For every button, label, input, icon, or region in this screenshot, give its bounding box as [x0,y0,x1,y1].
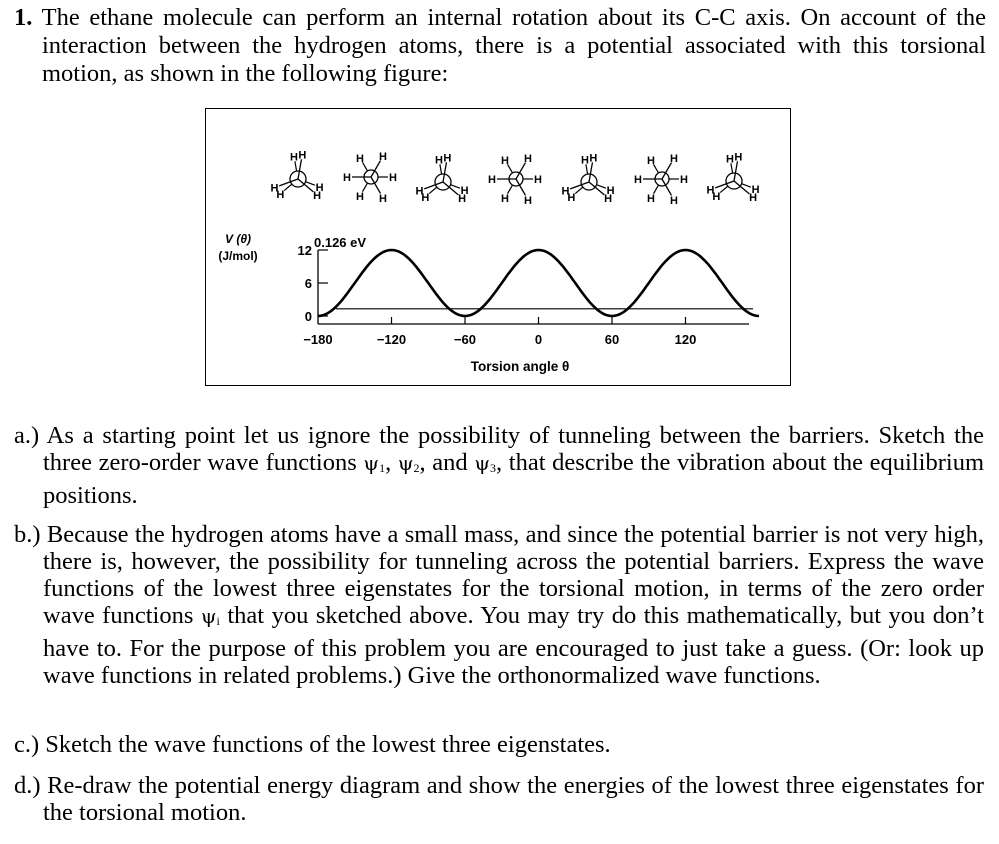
question-b [14,521,984,689]
hydrogen-label: H [290,151,298,164]
question-b-text-2: that you sketched above. You may try do this mathematically, but you don’t have to. For the purpose of this problem you are encouraged to just take a guess. (Or: look up wave functions in related problems.) Give the orthonormalized wave functions. [43,602,984,689]
hydrogen-label: H [751,183,760,196]
potential-plot [298,243,760,347]
psi-subscript-1: 1 [379,461,386,475]
x-tick-label: 60 [604,332,620,347]
hydrogen-label: H [443,152,452,165]
hydrogen-label: H [589,152,598,165]
back-bond [575,187,583,193]
hydrogen-label: H [460,184,469,197]
psi-subscript-3: 3 [490,461,496,475]
problem-intro [14,4,986,88]
question-c-text: Sketch the wave functions of the lowest three eigenstates. [39,731,611,758]
hydrogen-label: H [680,174,688,186]
psi-symbol: ψ [200,604,217,628]
hydrogen-label: H [749,192,758,205]
question-b-label: b.) [14,521,41,548]
back-bond [306,182,315,185]
hydrogen-label: H [298,149,307,162]
hydrogen-label: H [501,154,509,167]
newman-projection [715,161,751,194]
hydrogen-label: H [706,184,715,197]
hydrogen-label: H [379,192,387,205]
back-bond [597,185,606,188]
separator: , and [419,449,475,476]
problem-number: 1. [14,4,33,31]
x-tick-label: 0 [534,332,543,347]
question-c [14,731,984,758]
hydrogen-label: H [276,188,285,201]
x-axis-label: Torsion angle θ [470,359,570,374]
back-bond [742,184,751,187]
hydrogen-label: H [435,154,443,167]
newman-projection [352,161,388,194]
newman-projection [424,162,460,195]
hydrogen-label: H [561,185,570,198]
hydrogen-label: H [343,172,351,184]
hydrogen-label: H [488,174,496,186]
question-a-text-1: As a starting point let us ignore the possibility of tunneling between the barriers. Sketch the three zero-order wave functions [39,422,984,476]
back-bond [720,186,728,192]
y-tick-label: 12 [297,243,312,258]
x-tick-label: −60 [453,332,477,347]
back-bond [284,184,292,190]
newman-projection [643,163,679,196]
hydrogen-label: H [524,153,532,166]
hydrogen-label: H [606,184,615,197]
hydrogen-label: H [647,193,655,206]
barrier-annotation: 0.126 eV [314,235,367,250]
hydrogen-label: H [356,152,364,165]
hydrogen-label: H [379,151,387,164]
hydrogen-label: H [670,153,678,166]
hydrogen-label: H [726,153,734,166]
hydrogen-label: H [670,194,678,207]
hydrogen-label: H [315,181,324,194]
question-a-text-2: , that describe the vibration about the equilibrium positions. [43,449,984,509]
hydrogen-label: H [313,190,322,203]
hydrogen-label: H [356,191,364,204]
newman-projections [271,149,760,206]
hydrogen-label: H [604,193,613,206]
hydrogen-label: H [534,174,542,186]
hydrogen-label: H [501,193,509,206]
y-tick-label: 0 [304,309,312,324]
question-a [14,422,984,509]
psi-symbol: ψ [397,451,414,475]
hydrogen-label: H [458,193,467,206]
hydrogen-label: H [389,172,397,184]
psi-symbol: ψ [474,451,490,475]
question-d [14,772,984,826]
y-axis-label-1: V (θ) [224,232,252,246]
hydrogen-label: H [581,154,589,167]
back-bond [451,185,460,188]
hydrogen-label: H [734,151,743,164]
torsion-potential-figure [205,108,791,386]
newman-projection [570,162,606,195]
hydrogen-label: H [270,182,279,195]
y-tick-label: 6 [304,276,312,291]
question-c-label: c.) [14,731,40,758]
question-d-label: d.) [14,772,41,799]
hydrogen-label: H [712,190,721,203]
question-a-label: a.) [14,422,40,449]
figure-svg [206,109,790,385]
newman-projection [497,163,533,196]
separator: , [385,449,398,476]
y-axis-label-2: (J/mol) [218,249,258,263]
psi-subscript-2: 2 [413,461,420,475]
x-tick-label: −120 [376,332,407,347]
question-b-text-1: Because the hydrogen atoms have a small mass, and since the potential barrier is not very high, there is, however, the possibility for tunneling across the potential barriers. Express the wave functions of the lowest three eigenstates for the torsional motion, in terms of the zero order wave functions [40,521,984,629]
psi-subscript-i: i [216,614,220,628]
newman-projection [279,159,315,192]
hydrogen-label: H [524,194,532,207]
x-tick-label: −180 [303,332,333,347]
x-tick-label: 120 [674,332,697,347]
hydrogen-label: H [634,174,642,186]
intro-text: The ethane molecule can perform an internal rotation about its C-C axis. On account of the interaction between the hydrogen atoms, there is a potential associated with this torsional motion, as shown in the following figure: [32,4,986,87]
back-bond [429,187,437,193]
hydrogen-label: H [421,191,430,204]
hydrogen-label: H [415,185,424,198]
potential-curve [318,250,759,316]
question-d-text: Re-draw the potential energy diagram and show the energies of the lowest three eigenstates for the torsional motion. [40,772,984,826]
psi-symbol: ψ [363,451,380,475]
hydrogen-label: H [647,154,655,167]
hydrogen-label: H [567,191,576,204]
